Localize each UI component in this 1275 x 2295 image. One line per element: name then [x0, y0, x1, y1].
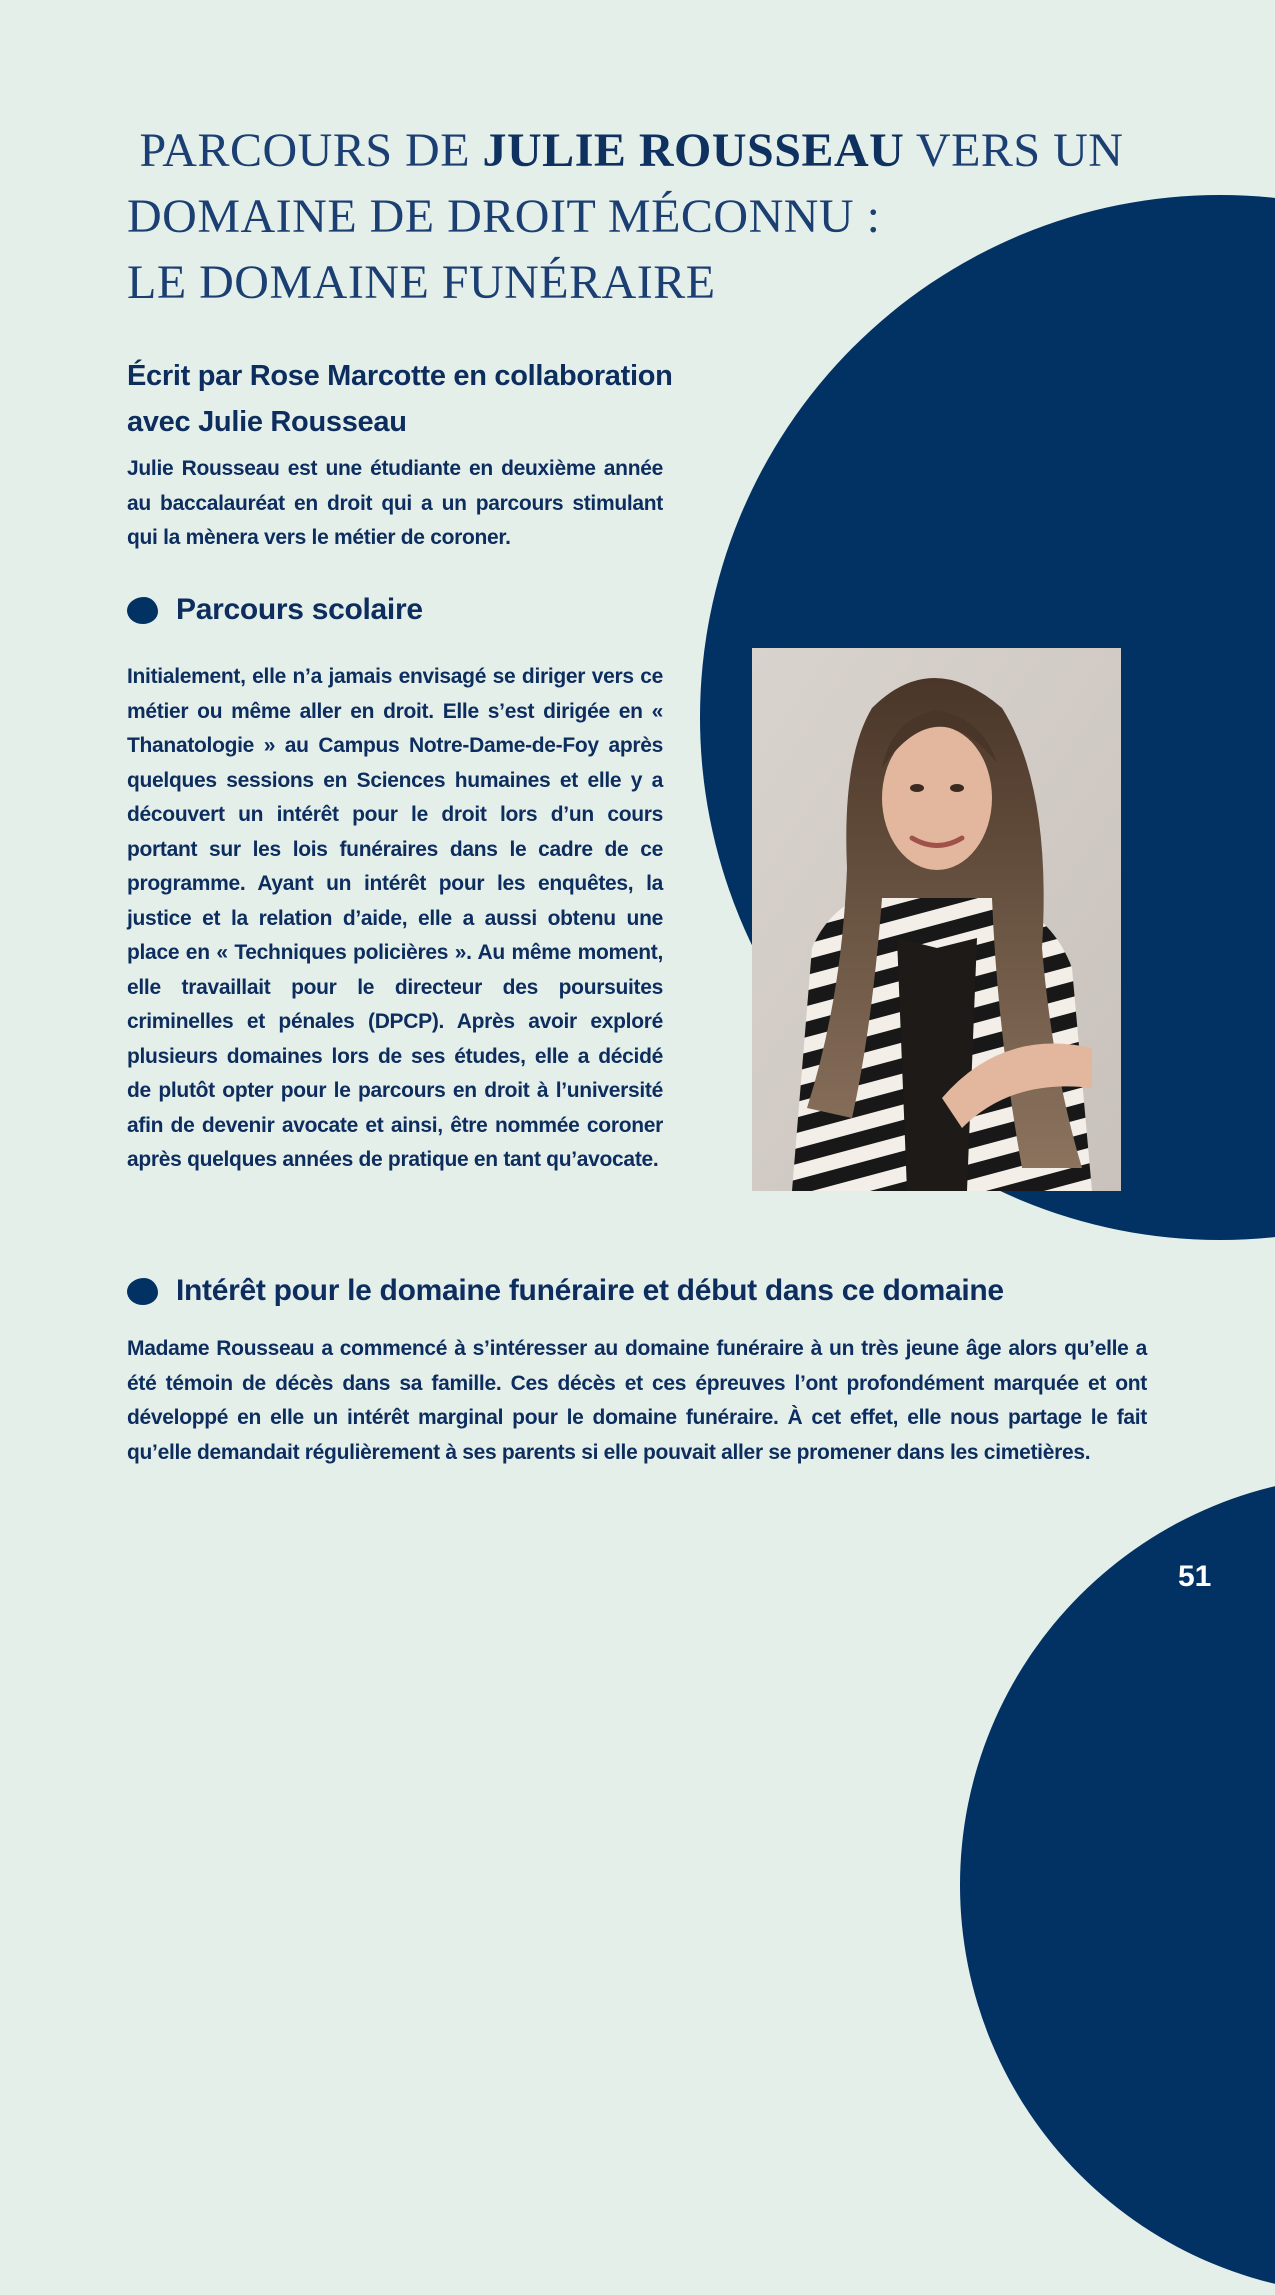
title-line-2: DOMAINE DE DROIT MÉCONNU :: [127, 190, 881, 243]
section-body-interet: Madame Rousseau a commencé à s’intéresser au domaine funéraire à un très jeune âge alors qu’elle a été témoin de décès dans sa famille. Ces décès et ces épreuves l’ont profondément marquée et ont développé en elle un intérêt marginal pour le domaine funéraire. À cet effet, elle nous partage le fait qu’elle demandait régulièrement à ses parents si elle pouvait aller se promener dans les cimetières.: [127, 1337, 1147, 1464]
decorative-circle-corner: [960, 1475, 1275, 2295]
byline: Écrit par Rose Marcotte en collaboration avec Julie Rousseau: [127, 360, 673, 438]
section-heading-parcours: [127, 593, 423, 627]
page-number: 51: [1178, 1560, 1212, 1593]
article-title: [127, 118, 1127, 316]
section-heading-interet: [127, 1274, 1004, 1308]
section-body-parcours: Initialement, elle n’a jamais envisagé se diriger vers ce métier ou même aller en droit. Elle s’est dirigée en « Thanatologie » au Campus Notre-Dame-de-Foy après quelques sessions en Sciences humaines et elle y a découvert un intérêt pour le droit lors d’un cours portant sur les lois funéraires dans le cadre de ce programme. Ayant un intérêt pour les enquêtes, la justice et la relation d’aide, elle a aussi obtenu une place en « Techniques policières ». Au même moment, elle travaillait pour le directeur des poursuites criminelles et pénales (DPCP). Après avoir exploré plusieurs domaines lors de ses études, elle a décidé de plutôt opter pour le parcours en droit à l’université afin de devenir avocate et ainsi, être nommée coroner après quelques années de pratique en tant qu’avocate.: [127, 665, 663, 1171]
title-name: JULIE ROUSSEAU: [482, 124, 905, 177]
title-line-3: LE DOMAINE FUNÉRAIRE: [127, 256, 716, 309]
section-heading-label: Intérêt pour le domaine funéraire et début dans ce domaine: [176, 1274, 1004, 1307]
portrait-photo: [752, 648, 1121, 1191]
intro-paragraph: Julie Rousseau est une étudiante en deuxième année au baccalauréat en droit qui a un parcours stimulant qui la mènera vers le métier de coroner.: [127, 457, 663, 549]
section-heading-label: Parcours scolaire: [176, 593, 423, 626]
title-line-1-suffix: VERS UN: [904, 124, 1124, 177]
title-line-1-prefix: PARCOURS DE: [139, 124, 483, 177]
title-line-1: [127, 118, 1127, 184]
blob-bullet-icon: [127, 597, 158, 624]
blob-bullet-icon: [127, 1278, 158, 1305]
